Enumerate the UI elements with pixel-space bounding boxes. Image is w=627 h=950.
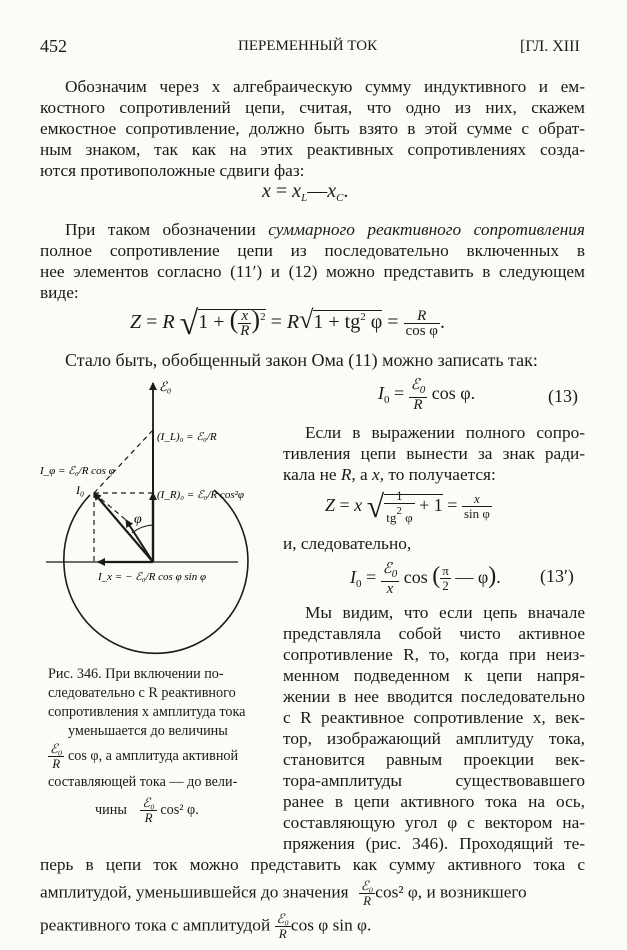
text-line: костного сопротивлений цепи, считая, что одно из них, скажем [40, 98, 585, 117]
equation-number-13-prime: (13′) [540, 566, 574, 586]
equation-13: $I_0$ = $\frac{ℰ_0}{R}$ cos φ. [378, 377, 476, 413]
running-title: ПЕРЕМЕННЫЙ ТОК [238, 38, 378, 54]
text-line: ются противоположные сдвиги фаз: [40, 161, 305, 180]
caption-line: Рис. 346. При включении по- [48, 666, 224, 682]
text-line: составляющую угол φ с вектором на- [283, 813, 585, 832]
label-e0: ℰ₀ [159, 379, 172, 394]
text-line: сопротивление R, то, когда при неиз- [283, 645, 585, 664]
text-line: представляла собой чисто активное [283, 624, 585, 643]
text-line: тор, изображающий амплитуду тока, [283, 729, 585, 748]
equation-x: $x = x_L—x_C$. [262, 180, 349, 204]
label-ir: (I_R)₀ = ℰ₀/R cos²φ [157, 489, 245, 501]
equation-number-13: (13) [548, 386, 578, 406]
text-line: с R реактивное сопротивление x, век- [283, 708, 585, 727]
label-ix: I_x = − ℰ₀/R cos φ sin φ [98, 571, 207, 583]
text-line: полное сопротивление цепи из последовательно включенных в [40, 241, 585, 260]
page-number: 452 [40, 36, 67, 56]
text-line: Если в выражении полного сопро- [305, 423, 585, 442]
caption-line: следовательно с R реактивного [48, 685, 236, 701]
text-line: Стало быть, обобщенный закон Ома (11) можно записать так: [65, 350, 538, 370]
equation-z2: Z = x √ $\frac{1}{tg^2 \varphi}$ + 1 = $\frac{x}{\text{sin φ}}$ [325, 487, 490, 525]
text-line: и, следовательно, [283, 534, 412, 553]
caption-line: $\frac{\text{ℰ₀}}{R}$ cos φ, а амплитуда активной [50, 741, 239, 771]
equation-z: Z = R √1 + ( $\frac{x}{R}$ )$^2 = R√1 + tg^2$ φ = $\frac{R}{\text{cos φ}}$ . [130, 305, 445, 342]
caption-line: чины $\frac{\text{ℰ₀}}{R}$ cos² φ. [95, 795, 199, 825]
chapter-label: [ГЛ. XIII [520, 38, 580, 55]
text-line: кала не R, а x, то получается: [283, 465, 496, 484]
label-il: (I_L)₀ = ℰ₀/R [157, 431, 217, 443]
text-line: становится равным проекции век- [283, 750, 585, 769]
text-line: емкостное сопротивление, должно быть взято в этой сумме с обрат- [40, 119, 585, 138]
caption-line: уменьшается до величины [68, 723, 228, 739]
caption-line: составляющей тока — до вели- [48, 774, 238, 790]
text-line: жении в нее вводится последовательно [283, 687, 585, 706]
text-line: тивления цепи вынести за знак ради- [283, 444, 585, 463]
equation-13-prime: $I_0$ = $\frac{ℰ_0}{x}$ cos ( $\frac{\pi}{2}$ — φ). [350, 560, 501, 597]
text-line: Обозначим через x алгебраическую сумму индуктивного и ем- [65, 77, 585, 96]
text-line: виде: [40, 283, 79, 302]
text-line: ным знаком, так как на этих реактивных сопротивлениях созда- [40, 140, 585, 159]
figure-346 [38, 375, 253, 665]
text-line: ранее в цепи активного тока на ось, [283, 792, 585, 811]
label-iq: I_φ = ℰ₀/R cos φ [40, 465, 115, 477]
text-line: амплитудой, уменьшившейся до значения $\frac{\text{ℰ₀}}{R}$ cos² φ, и возникшего [40, 878, 527, 908]
label-phi: φ [134, 512, 142, 527]
text-line: При таком обозначении суммарного реактивного сопротивления [65, 220, 585, 239]
text-line: Мы видим, что если цепь вначале [305, 603, 585, 622]
caption-line: сопротивления x амплитуда тока [48, 704, 246, 720]
label-i0: I₀ [76, 483, 85, 497]
text-line: тора-амплитуды существовавшего [283, 771, 585, 790]
text-line: реактивного тока с амплитудой $\frac{\text{ℰ₀}}{R}$ cos φ sin φ. [40, 911, 372, 941]
text-line: менном подведенном к цепи напря- [283, 666, 585, 685]
i0-vector [94, 493, 153, 562]
text-line: пряжения (рис. 346). Проходящий те- [283, 834, 585, 853]
text-line: перь в цепи ток можно представить как сумму активного тока с [40, 855, 585, 874]
text-line: нее элементов согласно (11′) и (12) можно представить в следующем [40, 262, 585, 281]
